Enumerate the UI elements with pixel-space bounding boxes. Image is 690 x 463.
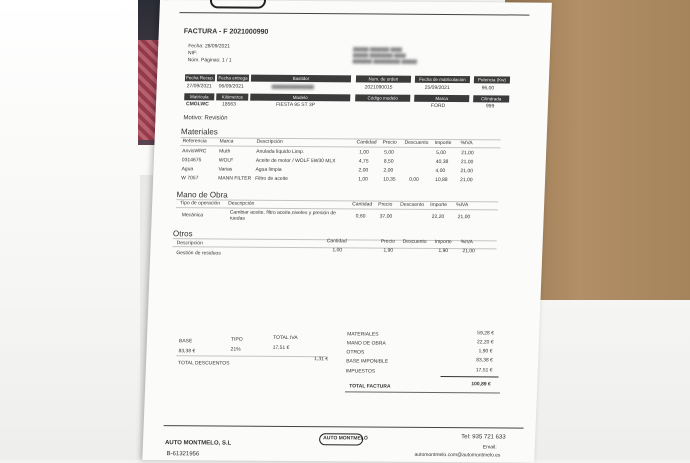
cell: 10,35 xyxy=(382,176,396,183)
cell: 21,00 xyxy=(460,168,474,175)
cell: W 7057 xyxy=(181,175,199,182)
cell: 1,90 xyxy=(438,248,449,255)
col-header: Importe xyxy=(430,201,448,209)
total-label: IMPUESTOS xyxy=(345,368,376,375)
meta-header: Potencia (Kw) xyxy=(474,76,510,83)
meta-value: FORD xyxy=(430,102,446,110)
invoice-date: Fecha: 28/09/2021 xyxy=(188,43,231,50)
col-header: Marca xyxy=(219,138,234,145)
cell: AnvisWRC xyxy=(182,148,207,155)
total-discounts-value: 1,31 € xyxy=(314,356,329,363)
meta-value: FIESTA 95 ST 3P xyxy=(275,101,316,109)
total-label: MATERIALES xyxy=(347,331,379,338)
company-email: automontmelo.com@automontmelo.es xyxy=(414,451,501,459)
col-header: %IVA xyxy=(460,239,473,246)
cell: Cambiar aceite, filtro aceite,niveles y presión de ruedas xyxy=(229,209,337,222)
cell: 5,00 xyxy=(436,149,446,157)
meta-header: Marca xyxy=(414,95,469,102)
cell: 4,75 xyxy=(358,158,369,165)
cell: 1,00 xyxy=(357,176,368,183)
meta-value: 2021090015 xyxy=(364,84,393,91)
total-discounts-label: TOTAL DESCUENTOS xyxy=(177,360,230,367)
cell: Mecánica xyxy=(181,212,204,219)
col-header: %IVA xyxy=(456,202,469,209)
base-label: BASE xyxy=(178,338,193,345)
cell: WOLF xyxy=(218,157,234,164)
col-header: Cantidad xyxy=(356,139,377,146)
col-header: Tipo de operación xyxy=(180,200,221,207)
meta-header: Num. de orden xyxy=(356,75,411,82)
tipo-label: TIPO xyxy=(230,336,243,343)
header-logo xyxy=(210,0,267,9)
cell: 22,20 xyxy=(431,213,445,221)
cell: Aceite de motor / WOLF 5W30 MLX xyxy=(255,157,336,165)
cell: 0314675 xyxy=(181,157,202,164)
col-header: Precio xyxy=(382,139,397,146)
cell: 21,00 xyxy=(457,214,471,221)
total-value: 1,90 € xyxy=(478,348,493,355)
meta-value: CMGLWC xyxy=(185,101,209,108)
tipo-value: 21% xyxy=(230,346,241,353)
logo-text: AUTO MONTMELÓ xyxy=(323,435,368,442)
cell: 10,88 xyxy=(434,176,448,184)
company-name: AUTO MONTMELO, S.L xyxy=(164,440,232,447)
cell: 21,00 xyxy=(462,248,475,255)
cell: 1,90 xyxy=(383,247,394,254)
email-label: Email: xyxy=(482,444,497,451)
cell: Filtro de aceite xyxy=(255,175,289,182)
meta-header: Cilindrada xyxy=(473,95,509,102)
cell: 21,00 xyxy=(459,177,473,184)
meta-value: 06/09/2021 xyxy=(218,83,244,90)
labor-title: Mano de Obra xyxy=(176,190,228,200)
company-phone: Tel: 935 721 633 xyxy=(461,434,506,441)
others-title: Otros xyxy=(172,229,193,239)
meta-value: 25/09/2021 xyxy=(424,84,450,92)
col-header: %IVA xyxy=(460,140,473,147)
total-label: BASE IMPONIBLE xyxy=(346,358,389,365)
cell: Anulada líquido Limp. xyxy=(256,148,305,156)
meta-header: Bastidor xyxy=(251,75,351,83)
cell: 40,38 xyxy=(435,158,449,166)
invoice-nif: NIF: xyxy=(187,50,198,57)
meta-header: Kilómetros xyxy=(216,93,248,100)
meta-value-blurred: ▆▆▆▆▆▆▆▆▆▆▆ xyxy=(271,83,315,91)
col-header: Importe xyxy=(434,238,452,246)
base-value: 83,38 € xyxy=(178,348,196,355)
col-header: Cantidad xyxy=(352,201,373,208)
col-header: Precio xyxy=(380,238,396,245)
col-header: Descripción xyxy=(256,138,283,145)
cell: MANN FILTER xyxy=(218,175,252,182)
meta-header: Fecha Recep. xyxy=(185,75,215,81)
meta-value: 27/09/2021 xyxy=(186,83,212,90)
cell: 21,00 xyxy=(460,159,474,166)
total-value: 59,28 € xyxy=(477,330,495,337)
cell: 5,00 xyxy=(384,149,394,156)
invoice-title: FACTURA - F 2021000990 xyxy=(183,28,269,36)
col-header: Cantidad xyxy=(326,238,347,245)
meta-header: Fecha de matriculación xyxy=(415,76,470,83)
company-cif: B-61321956 xyxy=(166,451,200,458)
cell: 37,00 xyxy=(379,213,393,220)
cell: 8,50 xyxy=(383,158,394,165)
invoice-sheet xyxy=(142,0,552,463)
service-reason: Motivo: Revisión xyxy=(183,115,228,122)
cell: Agua limpia xyxy=(255,166,282,173)
col-header: Descripción xyxy=(176,240,203,247)
total-value: 17,51 € xyxy=(475,367,493,374)
materials-title: Materiales xyxy=(180,127,219,137)
total-value: 83,38 € xyxy=(476,357,493,364)
total-label: OTROS xyxy=(346,349,365,356)
grand-total-label: TOTAL FACTURA xyxy=(349,383,391,390)
cell: 0,60 xyxy=(355,213,366,220)
cell: 2,00 xyxy=(383,167,394,174)
total-label: MANO DE OBRA xyxy=(346,340,386,347)
cell: 1,00 xyxy=(332,247,343,254)
meta-header: Código modelo xyxy=(355,94,410,101)
col-header: Precio xyxy=(378,201,393,208)
col-header: Descuento xyxy=(404,139,429,146)
client-address: ▆▆▆▆ ▆▆▆▆▆ ▆▆▆ ▆▆▆▆ ▆▆▆▆▆▆ ▆▆▆ ▆▆▆▆▆ ▆▆▆▆▆▆▆ ▆▆▆▆ xyxy=(352,46,418,65)
meta-value: 18563 xyxy=(221,101,237,108)
meta-header: Fecha entrega xyxy=(218,75,248,81)
grand-total-value: 100,89 € xyxy=(471,381,491,388)
cell: 21,00 xyxy=(461,150,474,157)
col-header: Referencia xyxy=(182,138,207,145)
cell: 1,00 xyxy=(359,149,369,156)
meta-value: 999 xyxy=(485,103,495,110)
total-iva-value: 17,51 € xyxy=(272,344,290,351)
meta-header: Matrícula xyxy=(184,93,214,100)
cell: 2,00 xyxy=(358,167,369,174)
cell: 4,00 xyxy=(435,167,446,175)
cell: Muth xyxy=(219,148,231,155)
cell: Gestión de residuos xyxy=(176,250,221,257)
cell: Varias xyxy=(218,166,233,173)
total-iva-label: TOTAL IVA xyxy=(272,334,298,342)
meta-header: Modelo xyxy=(250,94,350,102)
meta-value: 96,00 xyxy=(481,85,495,92)
invoice-pages: Núm. Páginas: 1 / 1 xyxy=(187,57,232,64)
col-header: Descripción xyxy=(228,200,255,207)
total-value: 22,20 € xyxy=(476,339,494,346)
cell: Agua xyxy=(181,166,194,173)
col-header: Descuento xyxy=(400,201,425,208)
cell: 0,00 xyxy=(408,176,419,183)
col-header: Descuento xyxy=(402,238,427,245)
col-header: Importe xyxy=(434,139,452,147)
